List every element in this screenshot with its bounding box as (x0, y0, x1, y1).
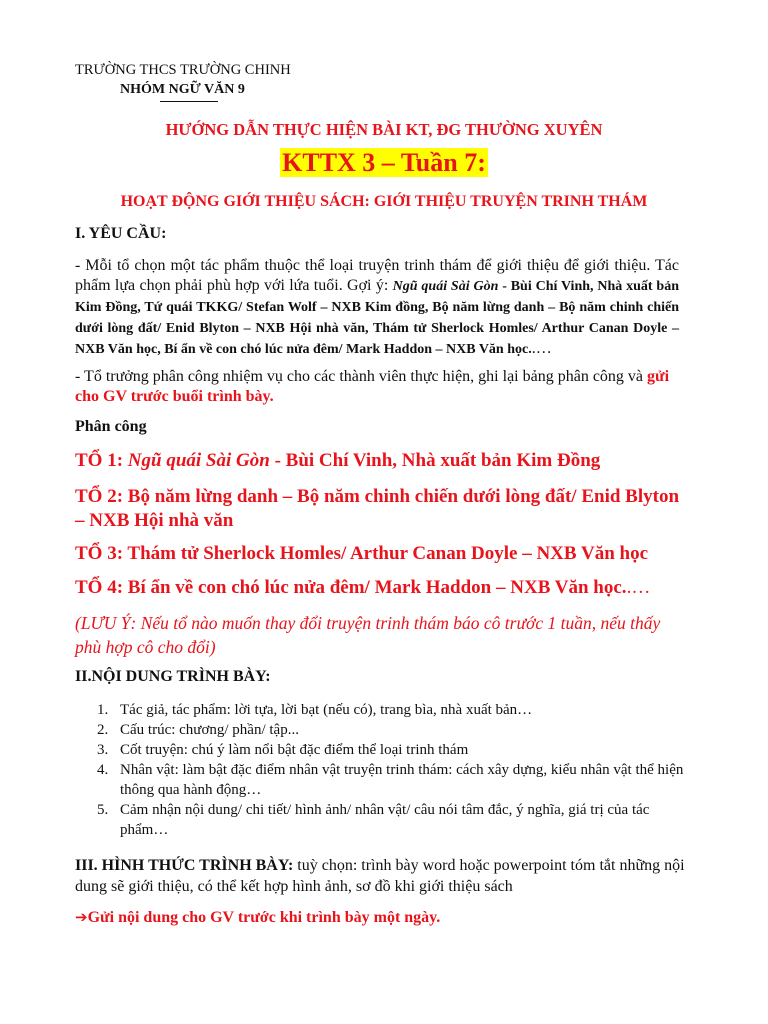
requirement-1-text: - Mỗi tổ chọn một tác phẩm thuộc thể loại truyện trinh thám để giới thiệu để giới thiệu. Tác phẩm lựa chọn phải phù hợp với lứa tuổi. Gợi ý: (75, 257, 679, 294)
requirement-2 (75, 367, 679, 407)
list-item-number: 2. (97, 722, 109, 738)
requirement-1 (75, 256, 679, 360)
group-1-book: Ngũ quái Sài Gòn (127, 450, 270, 471)
group-3-assignment: TỔ 3: Thám tử Sherlock Homles/ Arthur Canan Doyle – NXB Văn học (75, 543, 649, 564)
requirement-1-book: Ngũ quái Sài Gòn (392, 279, 499, 294)
group-underline (160, 101, 218, 102)
requirement-2-red: gửi cho GV trước buổi trình bày. (75, 368, 670, 405)
list-item (97, 760, 687, 800)
list-item-text: Tác giả, tác phẩm: lời tựa, lời bạt (nếu có), trang bìa, nhà xuất bản… (120, 702, 533, 718)
section3-text: tuỳ chọn: trình bày word hoặc powerpoint tóm tắt những nội dung sẽ giới thiệu, có thể kết hợp hình ảnh, sơ đồ khi giới thiệu sách (75, 857, 685, 895)
list-item (97, 800, 687, 840)
list-item-number: 3. (97, 742, 109, 758)
list-item-text: Cảm nhận nội dung/ chi tiết/ hình ảnh/ nhân vật/ câu nói tâm đắc, ý nghĩa, giá trị của tác phẩm… (120, 802, 650, 838)
assignment-heading: Phân công (75, 418, 147, 435)
group-name: NHÓM NGỮ VĂN 9 (120, 82, 245, 97)
change-note: (LƯU Ý: Nếu tổ nào muốn thay đổi truyện trinh thám báo cô trước 1 tuần, nếu thấy phù hợp cô cho đổi) (75, 613, 661, 657)
guide-title: HƯỚNG DẪN THỰC HIỆN BÀI KT, ĐG THƯỜNG XUYÊN (165, 120, 603, 139)
section3-heading: III. HÌNH THỨC TRÌNH BÀY: (75, 857, 294, 874)
group-4-tail: .… (626, 577, 651, 598)
group-4-assignment (75, 576, 685, 600)
requirement-1-rest: - Bùi Chí Vinh, Nhà xuất bản Kim Đồng, Tứ quái TKKG/ Stefan Wolf – NXB Kim đồng, Bộ năm lừng danh – Bộ năm chinh chiến dưới lòng đất/ Enid Blyton – NXB Hội nhà văn, Thám tử Sherlock Homles/ Arthur Canan Doyle – NXB Văn học, Bí ẩn về con chó lúc nửa đêm/ Mark Haddon – NXB Văn học. (75, 279, 679, 357)
activity-title: HOẠT ĐỘNG GIỚI THIỆU SÁCH: GIỚI THIỆU TRUYỆN TRINH THÁM (120, 193, 648, 210)
section1-heading: I. YÊU CẦU: (75, 225, 167, 242)
requirement-1-tail: .… (531, 340, 552, 357)
school-name: TRƯỜNG THCS TRƯỜNG CHINH (75, 62, 291, 78)
list-item-text: Cấu trúc: chương/ phần/ tập... (120, 722, 299, 738)
list-item (97, 740, 687, 760)
list-item-number: 4. (97, 762, 109, 778)
list-item-text: Nhân vật: làm bật đặc điểm nhân vật truyện trinh thám: cách xây dựng, kiểu nhân vật thể hiện thông qua hành động… (120, 762, 684, 798)
kttx-title-wrap (0, 148, 768, 178)
group-4-text: TỔ 4: Bí ẩn về con chó lúc nửa đêm/ Mark Haddon – NXB Văn học. (75, 577, 627, 598)
group-2-assignment: TỔ 2: Bộ năm lừng danh – Bộ năm chinh chiến dưới lòng đất/ Enid Blyton – NXB Hội nhà văn (75, 486, 680, 531)
kttx-title: KTTX 3 – Tuần 7: (282, 148, 486, 177)
send-instruction (75, 908, 440, 927)
section2-heading: II.NỘI DUNG TRÌNH BÀY: (75, 668, 271, 685)
list-item-text: Cốt truyện: chú ý làm nổi bật đặc điểm thể loại trinh thám (120, 742, 469, 758)
group-1-assignment (75, 449, 685, 473)
list-item-number: 1. (97, 702, 109, 718)
list-item (97, 720, 687, 740)
list-item-number: 5. (97, 802, 109, 818)
send-text: Gửi nội dung cho GV trước khi trình bày một ngày. (87, 909, 441, 926)
list-item (97, 700, 687, 720)
group-1-label: TỔ 1: (75, 450, 128, 471)
requirement-2-text: - Tổ trưởng phân công nhiệm vụ cho các thành viên thực hiện, ghi lại bảng phân công và (75, 368, 648, 385)
group-1-rest: - Bùi Chí Vinh, Nhà xuất bản Kim Đồng (269, 450, 601, 471)
arrow-right-icon: ➔ (75, 908, 88, 926)
section3-paragraph (75, 855, 685, 897)
content-list (97, 700, 687, 840)
